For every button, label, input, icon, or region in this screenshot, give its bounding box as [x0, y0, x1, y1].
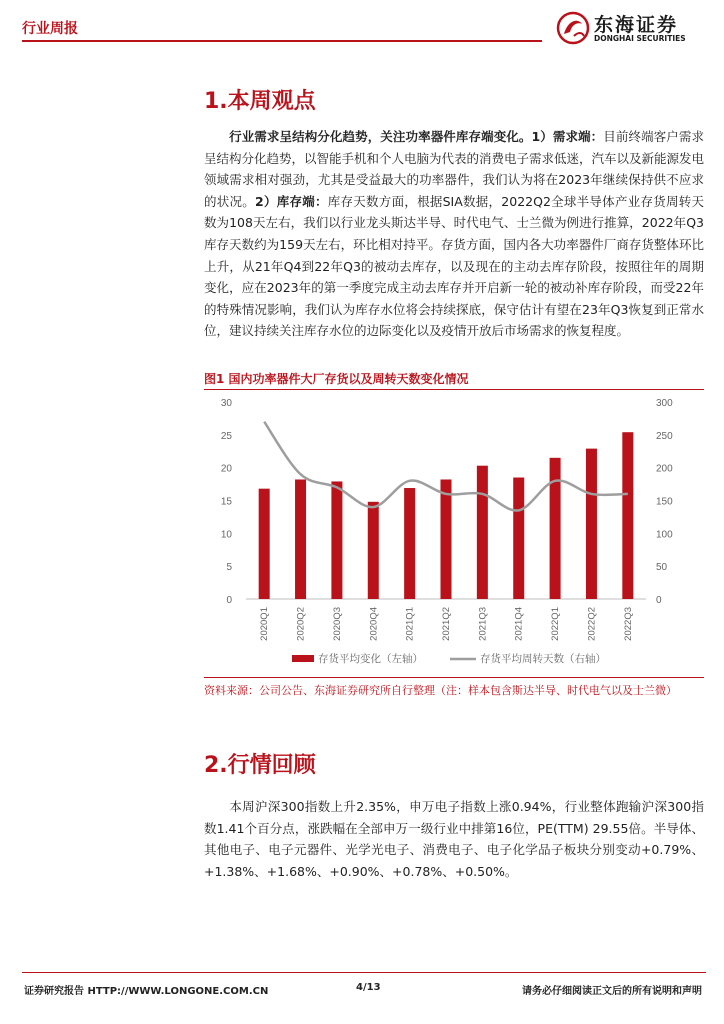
category-tick-label: 2021Q4: [513, 607, 525, 641]
bar: [550, 458, 561, 599]
category-tick-label: 2021Q1: [404, 607, 416, 641]
market-review-text: 本周沪深300指数上升2.35%，申万电子指数上涨0.94%，行业整体跑输沪深300指数1.41个百分点，涨跌幅在全部申万一级行业中排第16位，PE(TTM) 29.55倍。半导体、其他电子、电子元器件、光学光电子、消费电子、电子化学品子板块分别变动+0.79%、+1.38%、+1.68%、+0.90%、+0.78%、+0.50%。: [204, 799, 704, 879]
footer-left: 证券研究报告 HTTP://WWW.LONGONE.COM.CN: [24, 986, 269, 997]
right-axis-tick-label: 50: [656, 562, 668, 574]
bar: [513, 478, 524, 599]
logo-name-en: DONGHAI SECURITIES: [594, 34, 686, 43]
page-header: [0, 0, 724, 48]
category-tick-label: 2021Q2: [441, 607, 452, 641]
section-1-paragraph: [204, 126, 704, 342]
company-logo: [556, 8, 706, 48]
section-1-title: 1.本周观点: [204, 89, 316, 114]
left-axis-tick-label: 30: [220, 398, 232, 409]
right-axis-tick-label: 200: [656, 463, 673, 475]
right-axis-tick-label: 150: [656, 496, 673, 508]
category-tick-label: 2020Q2: [295, 607, 307, 641]
category-tick-label: 2022Q3: [622, 607, 634, 641]
category-tick-label: 2022Q2: [586, 607, 598, 641]
legend-line-label: 存货平均周转天数（右轴）: [480, 653, 606, 665]
bar: [331, 481, 342, 599]
bar: [259, 489, 270, 599]
left-axis-tick-label: 25: [220, 430, 232, 442]
category-tick-label: 2020Q1: [259, 607, 271, 641]
right-axis-tick-label: 100: [656, 529, 673, 541]
left-axis-tick-label: 20: [220, 463, 232, 475]
legend-bar-label: 存货平均变化（左轴）: [318, 653, 423, 665]
category-tick-label: 2021Q3: [477, 607, 489, 641]
p1-bold-lead: 行业需求呈结构分化趋势，关注功率器件库存端变化。1）需求端：: [229, 129, 604, 144]
left-axis-tick-label: 0: [226, 595, 232, 606]
left-axis-tick-label: 10: [220, 529, 232, 541]
left-axis-tick-label: 5: [226, 562, 232, 574]
p1-text-inventory: 库存天数方面，根据SIA数据，2022Q2全球半导体产业存货周转天数为108天左右，我们以行业龙头斯达半导、时代电气、士兰微为例进行推算，2022年Q3库存天数约为159天左右，环比相对持平。存货方面，国内各大功率器件厂商存货整体环比上升，从21年Q4到22年Q3的被动去库存，以及现在的主动去库存阶段，按照往年的周期变化，应在2023年的第一季度完成主动去库存并开启新一轮的被动补库存阶段，而受22年的特殊情况影响，我们认为库存水位将会持续探底，保守估计有望在23年Q3恢复到正常水位，建议持续关注库存水位的边际变化以及疫情开放后市场需求的恢复程度。: [204, 193, 704, 339]
footer-divider: [22, 972, 706, 973]
category-tick-label: 2020Q3: [331, 607, 343, 641]
footer-disclaimer: 请务必仔细阅读正文后的所有说明和声明: [522, 986, 702, 997]
bar: [477, 466, 488, 599]
figure-bottom-rule: [204, 677, 704, 678]
logo-name-cn: 东海证券: [594, 14, 679, 36]
page-number: 4/13: [356, 982, 381, 993]
p1-text: 目前终端客户需求呈结构分化趋势，以智能手机和个人电脑为代表的消费电子需求低迷，汽车以及新能源发电领域需求相对强劲，尤其是受益最大的功率器件，我们认为将在2023年继续保持供不应求的状况。: [204, 129, 705, 209]
bar: [368, 502, 379, 599]
bar: [295, 479, 306, 599]
left-axis-tick-label: 15: [220, 496, 232, 508]
legend-bar-swatch: [292, 655, 314, 662]
bar: [441, 479, 452, 599]
right-axis-tick-label: 0: [656, 595, 662, 606]
bar: [586, 449, 597, 599]
category-tick-label: 2022Q1: [550, 607, 562, 641]
p1-bold-inventory: 2）库存端：: [255, 193, 328, 209]
right-axis-tick-label: 300: [656, 398, 673, 409]
right-axis-tick-label: 250: [656, 430, 673, 442]
section-2-title: 2.行情回顾: [204, 753, 316, 778]
category-tick-label: 2020Q4: [368, 607, 380, 641]
figure-1-title: 图1 国内功率器件大厂存货以及周转天数变化情况: [204, 372, 469, 386]
bar: [622, 432, 633, 599]
bar: [404, 488, 415, 599]
header-tag: 行业周报: [22, 21, 78, 37]
inventory-chart: [204, 390, 704, 676]
header-divider: [22, 40, 542, 42]
figure-source: 资料来源：公司公告、东海证券研究所自行整理（注：样本包含斯达半导、时代电气以及士兰微）: [204, 684, 677, 697]
section-2-paragraph: [204, 796, 704, 882]
dragon-logo-icon: [556, 10, 590, 46]
